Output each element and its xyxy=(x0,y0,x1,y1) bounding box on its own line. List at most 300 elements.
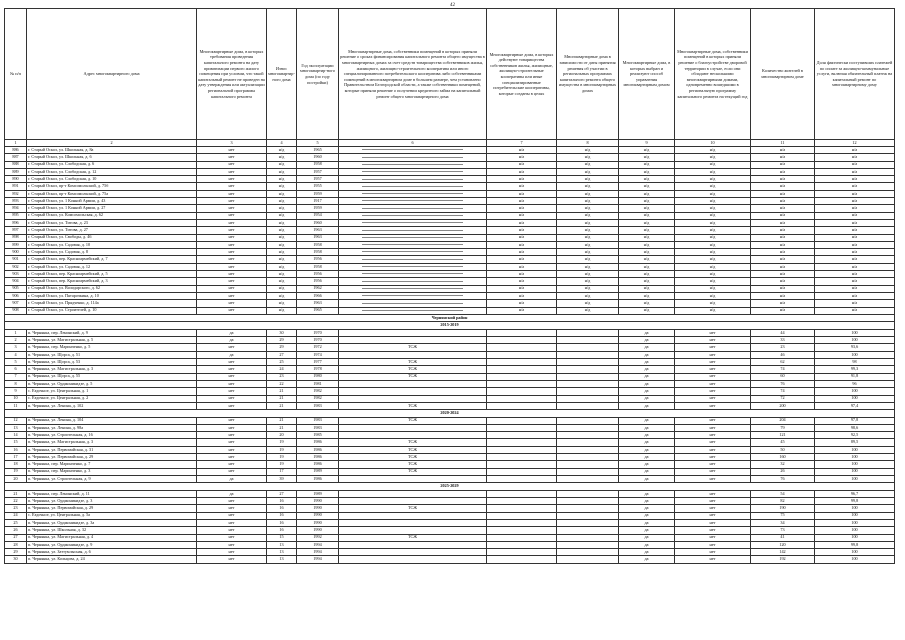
table-cell: н/д xyxy=(619,292,675,299)
table-cell: ТСЖ xyxy=(339,359,487,366)
table-cell: 1990 xyxy=(297,519,339,526)
table-cell: да xyxy=(197,351,267,358)
table-cell: н/а xyxy=(751,161,815,168)
table-cell: н/а xyxy=(815,241,895,248)
table-cell: 99,8 xyxy=(815,541,895,548)
table-cell: п. Чернянка, ул. Первомайская, д. 29 xyxy=(27,454,197,461)
table-cell: 79 xyxy=(751,424,815,431)
table-cell: да xyxy=(619,432,675,439)
table-cell: н/д xyxy=(557,198,619,205)
table-cell: нет xyxy=(197,402,267,409)
table-cell xyxy=(487,373,557,380)
table-cell: н/д xyxy=(619,219,675,226)
table-cell: 21 xyxy=(5,490,27,497)
table-cell: п. Чернянка, ул. Орджоникидзе, д. 5 xyxy=(27,380,197,387)
table-cell: 2020-2024 xyxy=(5,410,895,418)
table-cell: 142 xyxy=(751,549,815,556)
table-cell: ТСЖ xyxy=(339,505,487,512)
table-cell: н/а xyxy=(487,271,557,278)
table-cell: 1974 xyxy=(297,351,339,358)
table-cell: н/а xyxy=(487,263,557,270)
table-cell: н/а xyxy=(751,249,815,256)
table-cell xyxy=(339,380,487,387)
table-cell: 100 xyxy=(815,351,895,358)
table-cell: н/д xyxy=(675,168,751,175)
table-cell: 1960 xyxy=(297,154,339,161)
table-cell: нет xyxy=(675,373,751,380)
table-cell: н/д xyxy=(267,307,297,314)
table-cell: нет xyxy=(675,395,751,402)
table-cell: 1990 xyxy=(297,527,339,534)
table-row xyxy=(5,147,895,154)
table-row xyxy=(5,285,895,292)
table-cell: н/д xyxy=(675,263,751,270)
table-cell: да xyxy=(619,424,675,431)
table-cell: 74 xyxy=(751,366,815,373)
table-cell: да xyxy=(619,402,675,409)
table-cell xyxy=(339,249,487,256)
table-cell: 1965 xyxy=(297,307,339,314)
table-cell: 20 xyxy=(267,432,297,439)
table-cell: 1990 xyxy=(297,505,339,512)
table-cell: 33 xyxy=(751,337,815,344)
table-cell: 100 xyxy=(815,454,895,461)
table-cell: г. Старый Оскол, ул. Титова, д. 27 xyxy=(27,227,197,234)
table-cell: нет xyxy=(197,205,267,212)
table-cell xyxy=(339,176,487,183)
table-cell: 13 xyxy=(267,556,297,563)
table-cell: н/а xyxy=(751,205,815,212)
table-cell: н/д xyxy=(267,234,297,241)
table-cell: п. Чернянка, ул. Кольцова, д. 24 xyxy=(27,556,197,563)
table-cell: н/а xyxy=(815,176,895,183)
table-cell: п. Чернянка, ул. Щорса, д. 55 xyxy=(27,373,197,380)
table-cell: 19 xyxy=(267,446,297,453)
table-cell: п. Чернянка, ул. Строительная, д. 9 xyxy=(27,475,197,482)
table-cell: 100 xyxy=(815,534,895,541)
table-cell: н/а xyxy=(751,234,815,241)
table-cell: 97,8 xyxy=(815,417,895,424)
table-cell xyxy=(339,307,487,314)
table-cell: г. Старый Оскол, ул. Школьная, д. 8а xyxy=(27,147,197,154)
table-cell: нет xyxy=(675,380,751,387)
table-cell: н/д xyxy=(619,278,675,285)
table-cell: 21 xyxy=(267,395,297,402)
table-cell: 894 xyxy=(5,205,27,212)
table-cell: нет xyxy=(197,241,267,248)
table-cell: нет xyxy=(197,285,267,292)
table-cell: 26 xyxy=(751,468,815,475)
table-cell: н/д xyxy=(267,227,297,234)
table-cell: 1994 xyxy=(297,549,339,556)
table-cell: нет xyxy=(197,395,267,402)
table-cell: 1 xyxy=(5,329,27,336)
table-cell: н/д xyxy=(675,154,751,161)
table-cell: н/д xyxy=(619,212,675,219)
col-header: Многоквартирные дома, в которых требования проведения капитального ремонта на дату приватизации первого жилого помещения при условии, что такой капитальный ремонт не проведен на дату утверждения или актуализации региональной программы капитального ремонта xyxy=(197,9,267,140)
table-row xyxy=(5,161,895,168)
table-cell xyxy=(557,432,619,439)
table-cell: нет xyxy=(197,439,267,446)
table-row xyxy=(5,168,895,175)
table-cell: н/а xyxy=(487,234,557,241)
table-cell: н/а xyxy=(487,154,557,161)
table-cell xyxy=(339,490,487,497)
table-cell: нет xyxy=(197,300,267,307)
table-cell: 121 xyxy=(751,432,815,439)
page-number: 42 xyxy=(450,3,455,8)
table-row xyxy=(5,271,895,278)
table-cell xyxy=(339,212,487,219)
table-cell xyxy=(557,351,619,358)
table-cell: 1963 xyxy=(297,234,339,241)
table-cell: н/д xyxy=(619,300,675,307)
table-cell: н/а xyxy=(751,183,815,190)
table-cell: н/д xyxy=(557,154,619,161)
table-cell: 27 xyxy=(267,490,297,497)
table-cell xyxy=(557,454,619,461)
table-cell xyxy=(557,388,619,395)
table-cell: ТСЖ xyxy=(339,454,487,461)
table-cell: г. Старый Оскол, ул. Садовая, д. 8 xyxy=(27,249,197,256)
table-cell: 16 xyxy=(267,498,297,505)
table-cell: нет xyxy=(197,183,267,190)
table-cell: 44 xyxy=(751,329,815,336)
table-cell xyxy=(487,395,557,402)
table-cell: н/д xyxy=(675,271,751,278)
table-cell: п. Чернянка, пер. Маринченко, д. 7 xyxy=(27,461,197,468)
table-cell: 1989 xyxy=(297,468,339,475)
table-cell: 89,5 xyxy=(815,439,895,446)
table-cell: ТСЖ xyxy=(339,446,487,453)
table-cell xyxy=(487,512,557,519)
table-cell: н/д xyxy=(619,271,675,278)
table-cell: н/д xyxy=(267,241,297,248)
table-cell: 23 xyxy=(751,344,815,351)
table-cell: г. Старый Оскол, пр-т Комсомольский, д. 75б xyxy=(27,183,197,190)
table-cell: нет xyxy=(197,176,267,183)
table-cell xyxy=(339,556,487,563)
table-cell: г. Старый Оскол, ул. Садовая, д. 12 xyxy=(27,263,197,270)
table-cell: 3 xyxy=(5,344,27,351)
table-cell xyxy=(339,292,487,299)
table-row xyxy=(5,395,895,402)
table-row xyxy=(5,505,895,512)
table-cell xyxy=(339,351,487,358)
table-cell: да xyxy=(619,366,675,373)
table-cell xyxy=(487,475,557,482)
table-cell: п. Чернянка, пер. Ленинский, д. 9 xyxy=(27,329,197,336)
table-cell: 886 xyxy=(5,147,27,154)
table-cell: ТСЖ xyxy=(339,534,487,541)
table-row xyxy=(5,337,895,344)
table-row xyxy=(5,402,895,409)
table-cell: г. Старый Оскол, ул. Прядченко, д. 114а xyxy=(27,300,197,307)
table-cell: н/д xyxy=(267,271,297,278)
table-cell: да xyxy=(619,439,675,446)
table-cell: н/д xyxy=(675,234,751,241)
table-cell: нет xyxy=(675,461,751,468)
table-cell: 887 xyxy=(5,154,27,161)
table-cell: нет xyxy=(675,556,751,563)
table-cell: 901 xyxy=(5,256,27,263)
table-cell xyxy=(487,461,557,468)
table-cell: нет xyxy=(675,366,751,373)
table-cell: н/а xyxy=(815,271,895,278)
table-cell xyxy=(487,351,557,358)
table-cell: да xyxy=(619,454,675,461)
table-cell: г. Старый Оскол, пер. Красноармейский, д. 7 xyxy=(27,256,197,263)
table-cell: 29 xyxy=(267,344,297,351)
table-cell: н/а xyxy=(815,154,895,161)
table-cell: н/д xyxy=(267,190,297,197)
table-cell: н/а xyxy=(815,168,895,175)
table-cell: 1972 xyxy=(297,344,339,351)
table-cell: н/д xyxy=(267,176,297,183)
table-cell: 1957 xyxy=(297,168,339,175)
col-header: Многоквартирные дома, собственники помещений в которых приняли решение о сроках финансирования капитального ремонта общего имущества в многоквартирных домах за счет средств товарищества собственников жилья, жилищного, жилищно-строительного кооператива или иного специализированного потребительского кооператива либо собственниками помещений в многоквартирном доме в большем размере, чем установлено Правительством Белгородской области, а также собственники помещений, которые приняли решение о получении кредитного займа на капитальный ремонт общего многоквартирного дома xyxy=(339,9,487,140)
table-cell: 1981 xyxy=(297,380,339,387)
table-cell: 14 xyxy=(5,432,27,439)
table-cell: да xyxy=(619,541,675,548)
table-cell: 32 xyxy=(751,461,815,468)
table-cell: нет xyxy=(197,446,267,453)
table-cell: нет xyxy=(197,263,267,270)
table-cell: 9 xyxy=(5,388,27,395)
table-cell: 898 xyxy=(5,234,27,241)
table-cell: 18 xyxy=(5,461,27,468)
table-cell: 19 xyxy=(267,461,297,468)
table-cell: н/д xyxy=(557,227,619,234)
table-cell xyxy=(339,337,487,344)
table-cell: н/д xyxy=(557,212,619,219)
table-row xyxy=(5,176,895,183)
table-cell: н/а xyxy=(487,161,557,168)
table-cell: 1917 xyxy=(297,198,339,205)
table-row xyxy=(5,366,895,373)
table-cell: н/а xyxy=(751,292,815,299)
table-cell: да xyxy=(197,337,267,344)
table-cell: 12 xyxy=(815,140,895,147)
table-cell: 1982 xyxy=(297,395,339,402)
table-cell: н/а xyxy=(487,278,557,285)
table-cell: н/а xyxy=(815,190,895,197)
table-cell xyxy=(487,549,557,556)
table-cell: да xyxy=(619,527,675,534)
table-cell: 1958 xyxy=(297,241,339,248)
table-cell: н/д xyxy=(619,176,675,183)
table-cell xyxy=(487,388,557,395)
table-cell: да xyxy=(619,351,675,358)
table-cell: 25 xyxy=(267,359,297,366)
table-cell: 902 xyxy=(5,263,27,270)
table-cell: да xyxy=(197,475,267,482)
table-cell xyxy=(557,505,619,512)
table-cell: 76 xyxy=(751,380,815,387)
table-cell: н/а xyxy=(751,271,815,278)
table-cell: н/а xyxy=(815,285,895,292)
table-cell: н/а xyxy=(815,227,895,234)
table-cell: 3 xyxy=(197,140,267,147)
table-row xyxy=(5,256,895,263)
table-cell: с. Ездочное, ул. Центральная, д. 5а xyxy=(27,512,197,519)
table-cell: г. Старый Оскол, ул. Комсомольская, д. 62 xyxy=(27,212,197,219)
table-cell: 7 xyxy=(5,373,27,380)
table-cell: нет xyxy=(675,454,751,461)
table-cell: 100 xyxy=(815,549,895,556)
table-cell: нет xyxy=(197,424,267,431)
table-cell: нет xyxy=(197,344,267,351)
table-cell xyxy=(339,154,487,161)
table-cell: 100 xyxy=(815,556,895,563)
table-cell xyxy=(487,498,557,505)
table-cell: 1986 xyxy=(297,461,339,468)
table-cell xyxy=(557,373,619,380)
table-cell xyxy=(557,461,619,468)
table-cell xyxy=(557,366,619,373)
table-cell: 17 xyxy=(267,468,297,475)
table-cell: н/д xyxy=(267,161,297,168)
table-cell: 34 xyxy=(751,519,815,526)
table-cell xyxy=(339,219,487,226)
housing-table xyxy=(4,8,895,564)
table-row xyxy=(5,154,895,161)
table-row xyxy=(5,198,895,205)
table-cell: 1985 xyxy=(297,432,339,439)
table-cell: 892 xyxy=(5,190,27,197)
table-cell: 904 xyxy=(5,278,27,285)
table-row xyxy=(5,527,895,534)
table-cell: 8 xyxy=(5,380,27,387)
table-cell: 1 xyxy=(5,140,27,147)
table-cell: г. Старый Оскол, ул. 1 Конной Армии, д. 43 xyxy=(27,198,197,205)
table-cell: 1960 xyxy=(297,219,339,226)
table-cell: 100 xyxy=(815,461,895,468)
table-cell: 96,7 xyxy=(815,490,895,497)
table-cell: н/д xyxy=(619,147,675,154)
table-cell: н/а xyxy=(815,307,895,314)
table-cell: да xyxy=(619,490,675,497)
table-cell: нет xyxy=(675,498,751,505)
table-cell: н/д xyxy=(557,219,619,226)
table-cell xyxy=(339,498,487,505)
table-cell: да xyxy=(619,395,675,402)
table-row xyxy=(5,417,895,424)
table-cell: н/а xyxy=(487,168,557,175)
table-cell: п. Чернянка, ул. Магистральная, д. 3 xyxy=(27,439,197,446)
table-cell: н/а xyxy=(751,263,815,270)
table-cell: н/д xyxy=(267,205,297,212)
table-cell: н/д xyxy=(675,147,751,154)
table-cell: 1955 xyxy=(297,183,339,190)
table-cell: 76 xyxy=(751,475,815,482)
table-cell: 1992 xyxy=(297,534,339,541)
table-cell xyxy=(487,366,557,373)
table-cell xyxy=(557,337,619,344)
table-cell: 1982 xyxy=(297,388,339,395)
table-cell xyxy=(339,549,487,556)
table-cell: н/д xyxy=(557,263,619,270)
table-cell: н/а xyxy=(751,190,815,197)
table-cell: нет xyxy=(197,168,267,175)
table-cell: н/а xyxy=(751,198,815,205)
table-cell xyxy=(487,556,557,563)
table-cell: 890 xyxy=(5,176,27,183)
table-cell: да xyxy=(619,388,675,395)
table-cell: 98 xyxy=(815,359,895,366)
period-heading xyxy=(5,322,895,330)
table-cell: н/д xyxy=(557,168,619,175)
table-cell: нет xyxy=(197,227,267,234)
table-cell: 16 xyxy=(267,527,297,534)
table-row xyxy=(5,241,895,248)
table-cell: п. Чернянка, ул. Ленина, д. 102 xyxy=(27,402,197,409)
table-cell: н/а xyxy=(487,285,557,292)
table-cell: н/д xyxy=(267,249,297,256)
table-cell: да xyxy=(619,468,675,475)
table-cell: 100 xyxy=(815,446,895,453)
period-heading xyxy=(5,410,895,418)
table-cell xyxy=(557,541,619,548)
table-cell: н/а xyxy=(815,249,895,256)
table-cell: 1970 xyxy=(297,329,339,336)
table-cell: 23 xyxy=(5,505,27,512)
table-cell: н/д xyxy=(619,234,675,241)
table-cell: н/а xyxy=(487,307,557,314)
table-cell: 96 xyxy=(815,380,895,387)
table-cell: н/д xyxy=(675,212,751,219)
table-cell: нет xyxy=(675,432,751,439)
table-cell: 1957 xyxy=(297,176,339,183)
table-cell: нет xyxy=(675,549,751,556)
table-cell: п. Чернянка, ул. Школьная, д. 32 xyxy=(27,527,197,534)
table-cell xyxy=(557,468,619,475)
table-cell: 13 xyxy=(267,541,297,548)
table-cell: 19 xyxy=(267,454,297,461)
table-cell: 192 xyxy=(751,556,815,563)
table-cell: нет xyxy=(197,147,267,154)
table-cell: нет xyxy=(675,534,751,541)
table-cell xyxy=(339,234,487,241)
table-cell: 100 xyxy=(815,512,895,519)
table-cell: н/а xyxy=(751,168,815,175)
table-cell: н/д xyxy=(267,154,297,161)
column-number-row xyxy=(5,140,895,147)
table-cell: 62 xyxy=(751,359,815,366)
table-cell: да xyxy=(619,446,675,453)
table-cell: г. Старый Оскол, ул. Свободы, д. 46 xyxy=(27,234,197,241)
table-cell: н/д xyxy=(619,190,675,197)
table-cell: н/а xyxy=(815,212,895,219)
table-cell: нет xyxy=(197,234,267,241)
table-row xyxy=(5,307,895,314)
table-row xyxy=(5,351,895,358)
table-cell: 900 xyxy=(5,249,27,256)
table-cell: нет xyxy=(197,219,267,226)
table-cell: нет xyxy=(197,432,267,439)
table-cell: нет xyxy=(197,256,267,263)
table-cell: н/д xyxy=(557,190,619,197)
table-cell: да xyxy=(619,359,675,366)
table-row xyxy=(5,490,895,497)
table-cell: 9 xyxy=(619,140,675,147)
table-cell: 1966 xyxy=(297,292,339,299)
table-cell: н/д xyxy=(267,256,297,263)
table-cell xyxy=(487,454,557,461)
table-row xyxy=(5,498,895,505)
table-cell: н/д xyxy=(675,300,751,307)
table-cell: н/а xyxy=(487,212,557,219)
